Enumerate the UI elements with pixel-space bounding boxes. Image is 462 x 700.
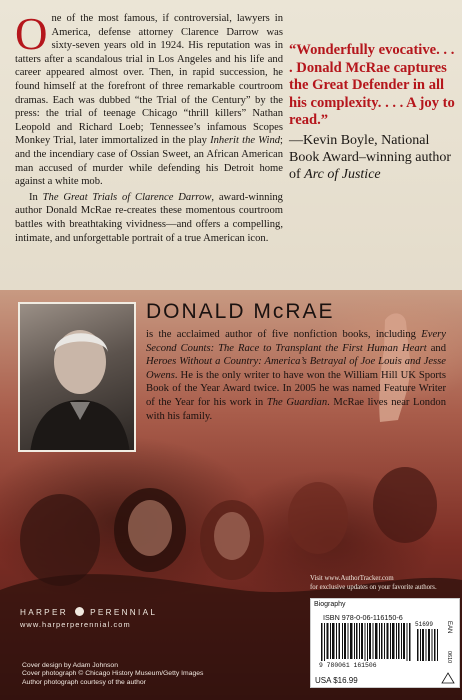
description-text-1b: ; and the incendiary case of Ossian Sweet, an African American man accused of murder while defending his Detroit home against a white mob. bbox=[15, 135, 283, 188]
book-description bbox=[15, 9, 283, 245]
quote-attribution-book: Arc of Justice bbox=[304, 166, 381, 182]
description-paragraph-1 bbox=[15, 9, 283, 189]
tracker-line-1: Visit www.AuthorTracker.com bbox=[310, 575, 394, 582]
author-tracker-note bbox=[310, 575, 460, 592]
bio-text-4: . McRae lives near London with his family. bbox=[146, 396, 446, 422]
author-photo bbox=[18, 302, 136, 452]
description-text-1: ne of the most famous, if controversial, lawyers in America, defense attorney Clarence Darrow was sixty-seven years old in 1924. His reputation was in tatters after a scandalous trial in Los Angeles and his life and career appeared almost over. Then, in rapid succession, he found himself at the forefront of three remarkable courtroom dramas. Each was dubbed “the Trial of the Century” by the press: the trial of teenage Chicago “thrill killers” Nathan Leopold and Richard Loeb; Tennessee’s infamous Scopes Monkey Trial, later immortalized in the play bbox=[15, 13, 283, 147]
ean-label: EAN bbox=[446, 621, 452, 634]
barcode-addon: 51699 bbox=[415, 621, 434, 628]
publisher-name-right: PERENNIAL bbox=[90, 608, 158, 617]
book-title: The Great Trials of Clarence Darrow bbox=[42, 191, 212, 203]
description-text-2b: , award-winning author Donald McRae re-creates these momentous courtroom battles with breathtaking vividness—and offers a compelling, intimate, and unforgettable portrait of a true American icon. bbox=[15, 191, 283, 244]
bio-text-3: . He is the only writer to have won the William Hill UK Sports Book of the Year Award twice. In 2005 he was named Feature Writer of the Year for his work in bbox=[146, 369, 446, 408]
quote-attribution bbox=[289, 132, 459, 183]
quote-attribution-text: —Kevin Boyle, National Book Award–winning author of bbox=[289, 132, 452, 182]
price-triangle-icon bbox=[442, 673, 454, 683]
author-name: DONALD McRAE bbox=[146, 300, 335, 323]
publisher-logo bbox=[20, 607, 157, 617]
tracker-line-2: for exclusive updates on your favorite authors. bbox=[310, 583, 437, 591]
bio-book-2: Heroes Without a Country: America’s Betrayal of Joe Louis and Jesse Owens bbox=[146, 356, 446, 381]
barcode-digits: 9 780061 161506 bbox=[319, 662, 377, 669]
publisher-website: www.harperperennial.com bbox=[20, 620, 131, 629]
publisher-dot-icon bbox=[75, 607, 84, 616]
quote-text: “Wonderfully evocative. . . . Donald McRae captures the Great Defender in all his complexity. . . . A joy to read.” bbox=[289, 42, 455, 129]
back-cover-bottom bbox=[0, 290, 462, 700]
price-code: 0610 bbox=[446, 651, 452, 664]
review-quote bbox=[289, 42, 459, 183]
bio-text-1: is the acclaimed author of five nonfiction books, including bbox=[146, 329, 422, 340]
price: USA $16.99 bbox=[315, 676, 358, 685]
play-title: Inherit the Wind bbox=[210, 135, 281, 147]
barcode-panel bbox=[310, 598, 460, 688]
bio-text-2: and bbox=[426, 342, 447, 354]
bio-book-1: Every Second Counts: The Race to Transplant the First Human Heart bbox=[146, 329, 446, 354]
credit-author-photo: Author photograph courtesy of the author bbox=[22, 678, 146, 686]
bio-newspaper: The Guardian bbox=[266, 396, 328, 408]
description-paragraph-2 bbox=[15, 191, 283, 245]
publisher-name-left: HARPER bbox=[20, 608, 68, 617]
description-text-2a: In bbox=[29, 191, 43, 203]
author-bio bbox=[146, 328, 446, 423]
credit-photo: Cover photograph © Chicago History Museum/Getty Images bbox=[22, 670, 204, 678]
drop-cap: O bbox=[15, 9, 48, 59]
category-label: Biography bbox=[314, 601, 346, 608]
credit-design: Cover design by Adam Johnson bbox=[22, 662, 118, 669]
cover-credits bbox=[22, 662, 292, 687]
back-cover-top bbox=[0, 0, 462, 290]
isbn-number: ISBN 978-0-06-116150-6 bbox=[323, 613, 403, 622]
